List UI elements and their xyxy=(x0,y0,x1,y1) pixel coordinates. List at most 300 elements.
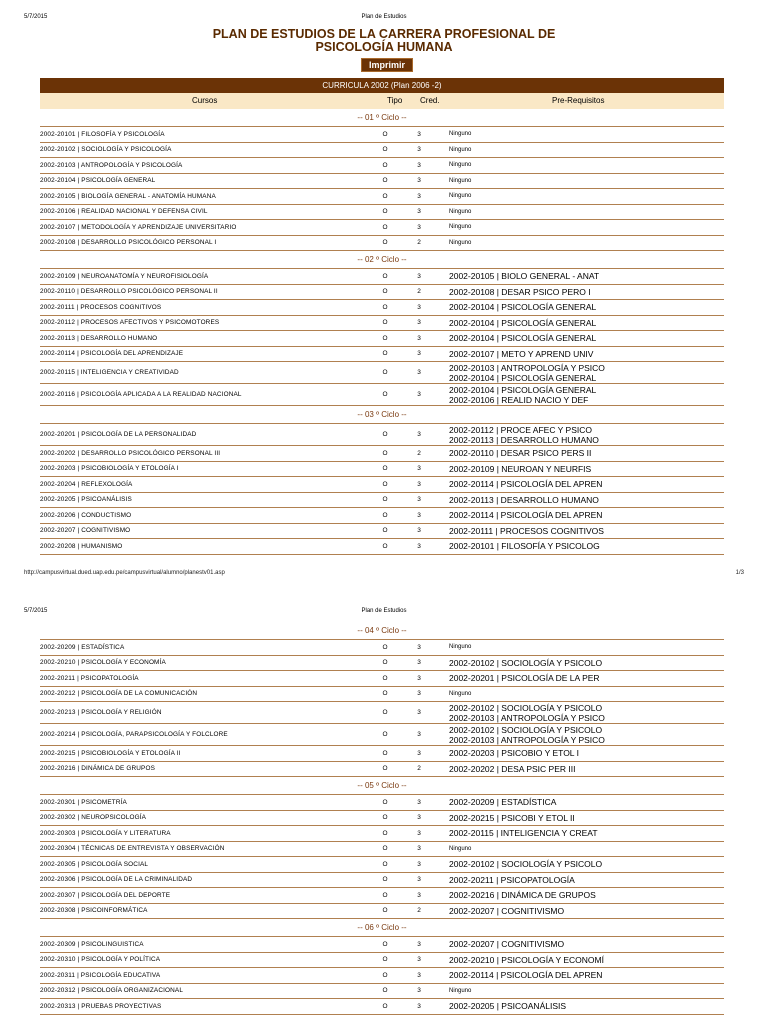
credits-cell: 2 xyxy=(417,907,421,915)
tipo-cell: O xyxy=(382,449,388,457)
prereq-item: 2002-20216 | DINÁMICA DE GRUPOS xyxy=(449,890,596,901)
footer-url: http://campusvirtual.dued.uap.edu.pe/campusvirtual/alumno/planestv01.asp xyxy=(24,570,225,576)
prereq-item: 2002-20209 | ESTADÍSTICA xyxy=(449,797,557,808)
table-row xyxy=(40,953,724,969)
course-cell: 2002-20109 | NEUROANATOMÍA Y NEUROFISIOLOGÍA xyxy=(40,272,209,280)
credits-cell: 3 xyxy=(417,303,421,311)
tipo-cell: O xyxy=(382,239,388,247)
prereq-item: 2002-20202 | DESA PSIC PER III xyxy=(449,763,576,774)
tipo-cell: O xyxy=(382,1002,388,1010)
table-row xyxy=(40,331,724,347)
tipo-cell: O xyxy=(382,303,388,311)
tipo-cell: O xyxy=(382,643,388,651)
tipo-cell: O xyxy=(382,956,388,964)
course-cell: 2002-20205 | PSICOANÁLISIS xyxy=(40,496,132,504)
table-row xyxy=(40,269,724,285)
prereq-item: 2002-20102 | SOCIOLOGÍA Y PSICOLO xyxy=(449,657,603,668)
prereq-cell xyxy=(449,842,724,857)
prereq-item: Ninguno xyxy=(449,131,472,138)
prereq-cell xyxy=(449,205,724,220)
ciclo-header: -- 03 º Ciclo -- xyxy=(40,406,724,424)
tipo-cell: O xyxy=(382,749,388,757)
tipo-cell: O xyxy=(382,480,388,488)
credits-cell: 3 xyxy=(417,208,421,216)
prereq-item: 2002-20107 | METO Y APREND UNIV xyxy=(449,348,594,359)
credits-cell: 3 xyxy=(417,814,421,822)
page-title-line2: PSICOLOGÍA HUMANA xyxy=(315,40,453,54)
prereq-item: Ninguno xyxy=(449,208,472,215)
print-date-page2: 5/7/2015 xyxy=(24,608,48,614)
col-header-cred: Cred. xyxy=(420,96,440,105)
tipo-cell: O xyxy=(382,223,388,231)
tipo-cell: O xyxy=(382,431,388,438)
course-cell: 2002-20304 | TÉCNICAS DE ENTREVISTA Y OBSERVACIÓN xyxy=(40,845,225,853)
course-cell: 2002-20311 | PSICOLOGÍA EDUCATIVA xyxy=(40,971,161,979)
col-header-tipo: Tipo xyxy=(387,96,403,105)
prereq-item: 2002-20114 | PSICOLOGÍA DEL APREN xyxy=(449,510,603,521)
credits-cell: 3 xyxy=(417,192,421,200)
prereq-cell xyxy=(449,524,724,539)
table-row xyxy=(40,362,724,384)
prereq-item: 2002-20113 | DESARROLLO HUMANO xyxy=(449,434,599,445)
prereq-cell xyxy=(449,656,724,671)
course-cell: 2002-20113 | DESARROLLO HUMANO xyxy=(40,334,158,342)
tipo-cell: O xyxy=(382,130,388,138)
credits-cell: 3 xyxy=(417,876,421,884)
prereq-cell xyxy=(449,384,724,405)
prereq-cell xyxy=(449,888,724,903)
table-row xyxy=(40,762,724,778)
course-cell: 2002-20214 | PSICOLOGÍA, PARAPSICOLOGÍA Y FOLCLORE xyxy=(40,731,228,738)
credits-cell: 3 xyxy=(417,146,421,154)
tipo-cell: O xyxy=(382,845,388,853)
tipo-cell: O xyxy=(382,659,388,667)
course-cell: 2002-20115 | INTELIGENCIA Y CREATIVIDAD xyxy=(40,369,179,376)
table-row xyxy=(40,539,724,555)
table-row xyxy=(40,446,724,462)
table-row xyxy=(40,493,724,509)
prereq-cell xyxy=(449,462,724,477)
prereq-item: Ninguno xyxy=(449,690,472,697)
table-row xyxy=(40,671,724,687)
prereq-item: Ninguno xyxy=(449,987,472,994)
tipo-cell: O xyxy=(382,288,388,296)
table-row xyxy=(40,811,724,827)
course-cell: 2002-20116 | PSICOLOGÍA APLICADA A LA REALIDAD NACIONAL xyxy=(40,391,242,398)
table-row xyxy=(40,189,724,205)
tipo-cell: O xyxy=(382,876,388,884)
course-cell: 2002-20210 | PSICOLOGÍA Y ECONOMÍA xyxy=(40,659,166,667)
tipo-cell: O xyxy=(382,161,388,169)
credits-cell: 2 xyxy=(417,288,421,296)
course-cell: 2002-20103 | ANTROPOLOGÍA Y PSICOLOGÍA xyxy=(40,161,183,169)
course-cell: 2002-20313 | PRUEBAS PROYECTIVAS xyxy=(40,1002,162,1010)
table-row xyxy=(40,656,724,672)
credits-cell: 3 xyxy=(417,319,421,327)
prereq-item: Ninguno xyxy=(449,644,472,651)
ciclo-header: -- 01 º Ciclo -- xyxy=(40,109,724,127)
tipo-cell: O xyxy=(382,907,388,915)
credits-cell: 3 xyxy=(417,860,421,868)
prereq-cell xyxy=(449,702,724,723)
prereq-item: Ninguno xyxy=(449,177,472,184)
course-cell: 2002-20101 | FILOSOFÍA Y PSICOLOGÍA xyxy=(40,130,165,138)
table-row xyxy=(40,384,724,406)
credits-cell: 3 xyxy=(417,465,421,473)
table-row xyxy=(40,724,724,746)
course-cell: 2002-20215 | PSICOBIOLOGÍA Y ETOLOGÍA II xyxy=(40,749,181,757)
credits-cell: 2 xyxy=(417,765,421,773)
credits-cell: 3 xyxy=(417,798,421,806)
prereq-cell xyxy=(449,347,724,362)
prereq-item: 2002-20104 | PSICOLOGÍA GENERAL xyxy=(449,333,597,344)
credits-cell: 3 xyxy=(417,496,421,504)
course-cell: 2002-20114 | PSICOLOGÍA DEL APRENDIZAJE xyxy=(40,350,184,358)
print-title-page2: Plan de Estudios xyxy=(361,608,407,614)
tipo-cell: O xyxy=(382,465,388,473)
table-row xyxy=(40,285,724,301)
prereq-item: Ninguno xyxy=(449,239,472,246)
tipo-cell: O xyxy=(382,369,388,376)
course-cell: 2002-20310 | PSICOLOGÍA Y POLÍTICA xyxy=(40,956,161,964)
prereq-item: 2002-20103 | ANTROPOLOGÍA Y PSICO xyxy=(449,734,605,745)
table-row xyxy=(40,937,724,953)
table-row xyxy=(40,842,724,858)
prereq-cell xyxy=(449,508,724,523)
tipo-cell: O xyxy=(382,891,388,899)
credits-cell: 3 xyxy=(417,161,421,169)
prereq-cell xyxy=(449,953,724,968)
prereq-cell xyxy=(449,477,724,492)
table-row xyxy=(40,904,724,920)
credits-cell: 3 xyxy=(417,391,421,398)
course-cell: 2002-20203 | PSICOBIOLOGÍA Y ETOLOGÍA I xyxy=(40,465,179,473)
course-cell: 2002-20104 | PSICOLOGÍA GENERAL xyxy=(40,177,156,185)
credits-cell: 3 xyxy=(417,177,421,185)
tipo-cell: O xyxy=(382,940,388,948)
prereq-cell xyxy=(449,127,724,142)
credits-cell: 2 xyxy=(417,239,421,247)
prereq-cell xyxy=(449,671,724,686)
tipo-cell: O xyxy=(382,334,388,342)
table-row xyxy=(40,462,724,478)
credits-cell: 3 xyxy=(417,527,421,535)
prereq-item: 2002-20215 | PSICOBI Y ETOL II xyxy=(449,812,575,823)
table-row xyxy=(40,220,724,236)
credits-cell: 3 xyxy=(417,940,421,948)
page-title-line1: PLAN DE ESTUDIOS DE LA CARRERA PROFESIONAL DE xyxy=(212,27,556,41)
tipo-cell: O xyxy=(382,511,388,519)
table-row xyxy=(40,795,724,811)
col-header-cursos: Cursos xyxy=(192,96,218,105)
course-cell: 2002-20208 | HUMANISMO xyxy=(40,542,123,550)
tipo-cell: O xyxy=(382,860,388,868)
tipo-cell: O xyxy=(382,272,388,280)
course-cell: 2002-20306 | PSICOLOGÍA DE LA CRIMINALIDAD xyxy=(40,876,193,884)
tipo-cell: O xyxy=(382,146,388,154)
credits-cell: 3 xyxy=(417,709,421,716)
page2-header xyxy=(24,608,744,620)
table-row xyxy=(40,888,724,904)
credits-cell: 3 xyxy=(417,659,421,667)
table-row xyxy=(40,300,724,316)
credits-cell: 3 xyxy=(417,971,421,979)
credits-cell: 3 xyxy=(417,130,421,138)
page-footer xyxy=(24,570,744,580)
prereq-item: Ninguno xyxy=(449,193,472,200)
course-cell: 2002-20204 | REFLEXOLOGÍA xyxy=(40,480,133,488)
column-headers xyxy=(40,93,724,109)
credits-cell: 3 xyxy=(417,272,421,280)
tipo-cell: O xyxy=(382,542,388,550)
col-header-prereq: Pre-Requisitos xyxy=(552,96,605,105)
tipo-cell: O xyxy=(382,674,388,682)
tipo-cell: O xyxy=(382,987,388,995)
prereq-item: 2002-20103 | ANTROPOLOGÍA Y PSICO xyxy=(449,362,605,373)
course-cell: 2002-20106 | REALIDAD NACIONAL Y DEFENSA CIVIL xyxy=(40,208,208,216)
table-row xyxy=(40,236,724,252)
course-cell: 2002-20305 | PSICOLOGÍA SOCIAL xyxy=(40,860,149,868)
prereq-cell xyxy=(449,724,724,745)
prereq-item: 2002-20106 | REALID NACIO Y DEF xyxy=(449,394,589,405)
prereq-item: 2002-20112 | PROCE AFEC Y PSICO xyxy=(449,424,593,435)
prereq-cell xyxy=(449,857,724,872)
course-cell: 2002-20105 | BIOLOGÍA GENERAL - ANATOMÍA HUMANA xyxy=(40,192,216,200)
prereq-item: 2002-20115 | INTELIGENCIA Y CREAT xyxy=(449,828,598,839)
table-row xyxy=(40,687,724,703)
prereq-item: 2002-20101 | FILOSOFÍA Y PSICOLOG xyxy=(449,541,600,552)
course-cell: 2002-20307 | PSICOLOGÍA DEL DEPORTE xyxy=(40,891,171,899)
prereq-item: 2002-20108 | DESAR PSICO PERO I xyxy=(449,286,591,297)
tipo-cell: O xyxy=(382,527,388,535)
course-cell: 2002-20108 | DESARROLLO PSICOLÓGICO PERSONAL I xyxy=(40,239,217,247)
tipo-cell: O xyxy=(382,798,388,806)
print-button[interactable]: Imprimir xyxy=(361,58,413,72)
prereq-cell xyxy=(449,236,724,251)
page-header xyxy=(24,14,744,26)
prereq-cell xyxy=(449,285,724,300)
prereq-cell xyxy=(449,937,724,952)
table-row xyxy=(40,347,724,363)
table-row xyxy=(40,524,724,540)
table-row xyxy=(40,158,724,174)
prereq-cell xyxy=(449,493,724,508)
table-row xyxy=(40,968,724,984)
tipo-cell: O xyxy=(382,829,388,837)
credits-cell: 3 xyxy=(417,350,421,358)
prereq-cell xyxy=(449,746,724,761)
tipo-cell: O xyxy=(382,177,388,185)
prereq-item: 2002-20102 | SOCIOLOGÍA Y PSICOLO xyxy=(449,859,603,870)
course-cell: 2002-20201 | PSICOLOGÍA DE LA PERSONALIDAD xyxy=(40,431,197,438)
prereq-item: 2002-20210 | PSICOLOGÍA Y ECONOMÍ xyxy=(449,954,604,965)
course-cell: 2002-20308 | PSICOINFORMÁTICA xyxy=(40,907,148,915)
prereq-item: 2002-20110 | DESAR PSICO PERS II xyxy=(449,448,592,459)
credits-cell: 3 xyxy=(417,749,421,757)
prereq-item: 2002-20103 | ANTROPOLOGÍA Y PSICO xyxy=(449,712,605,723)
tipo-cell: O xyxy=(382,814,388,822)
prereq-item: 2002-20102 | SOCIOLOGÍA Y PSICOLO xyxy=(449,702,603,713)
table-row xyxy=(40,508,724,524)
credits-cell: 3 xyxy=(417,511,421,519)
prereq-item: 2002-20109 | NEUROAN Y NEURFIS xyxy=(449,463,592,474)
ciclo-header: -- 02 º Ciclo -- xyxy=(40,251,724,269)
prereq-cell xyxy=(449,316,724,331)
print-title: Plan de Estudios xyxy=(361,14,407,20)
tipo-cell: O xyxy=(382,319,388,327)
prereq-cell xyxy=(449,984,724,999)
table-row xyxy=(40,143,724,159)
prereq-cell xyxy=(449,220,724,235)
course-cell: 2002-20302 | NEUROPSICOLOGÍA xyxy=(40,814,147,822)
table-row xyxy=(40,424,724,446)
prereq-cell xyxy=(449,331,724,346)
page-title xyxy=(0,28,768,54)
credits-cell: 3 xyxy=(417,542,421,550)
table-row xyxy=(40,316,724,332)
ciclo-header: -- 06 º Ciclo -- xyxy=(40,919,724,937)
course-cell: 2002-20301 | PSICOMETRÍA xyxy=(40,798,127,806)
prereq-item: 2002-20104 | PSICOLOGÍA GENERAL xyxy=(449,384,597,395)
course-cell: 2002-20110 | DESARROLLO PSICOLÓGICO PERSONAL II xyxy=(40,288,218,296)
prereq-item: 2002-20102 | SOCIOLOGÍA Y PSICOLO xyxy=(449,724,603,735)
table-row xyxy=(40,999,724,1015)
prereq-cell xyxy=(449,873,724,888)
prereq-item: 2002-20104 | PSICOLOGÍA GENERAL xyxy=(449,317,597,328)
course-cell: 2002-20202 | DESARROLLO PSICOLÓGICO PERSONAL III xyxy=(40,449,221,457)
ciclo-header: -- 04 º Ciclo -- xyxy=(40,622,724,640)
prereq-cell xyxy=(449,269,724,284)
credits-cell: 3 xyxy=(417,845,421,853)
credits-cell: 3 xyxy=(417,431,421,438)
tipo-cell: O xyxy=(382,690,388,698)
table-row xyxy=(40,826,724,842)
prereq-cell xyxy=(449,189,724,204)
prereq-cell xyxy=(449,795,724,810)
prereq-cell xyxy=(449,968,724,983)
table-row xyxy=(40,174,724,190)
prereq-item: 2002-20207 | COGNITIVISMO xyxy=(449,905,565,916)
course-cell: 2002-20303 | PSICOLOGÍA Y LITERATURA xyxy=(40,829,171,837)
prereq-item: Ninguno xyxy=(449,162,472,169)
prereq-cell xyxy=(449,811,724,826)
prereq-item: 2002-20105 | BIOLO GENERAL - ANAT xyxy=(449,271,600,282)
tipo-cell: O xyxy=(382,391,388,398)
prereq-item: 2002-20104 | PSICOLOGÍA GENERAL xyxy=(449,372,597,383)
prereq-item: 2002-20113 | DESARROLLO HUMANO xyxy=(449,494,599,505)
table-row xyxy=(40,984,724,1000)
course-cell: 2002-20111 | PROCESOS COGNITIVOS xyxy=(40,303,162,311)
print-date: 5/7/2015 xyxy=(24,14,48,20)
tipo-cell: O xyxy=(382,971,388,979)
prereq-item: Ninguno xyxy=(449,146,472,153)
table-row xyxy=(40,702,724,724)
prereq-cell xyxy=(449,174,724,189)
tipo-cell: O xyxy=(382,192,388,200)
prereq-cell xyxy=(449,687,724,702)
prereq-item: 2002-20201 | PSICOLOGÍA DE LA PER xyxy=(449,673,600,684)
curricula-header: CURRICULA 2002 (Plan 2006 -2) xyxy=(40,78,724,93)
prereq-item: 2002-20114 | PSICOLOGÍA DEL APREN xyxy=(449,970,603,981)
course-cell: 2002-20212 | PSICOLOGÍA DE LA COMUNICACIÓN xyxy=(40,690,198,698)
prereq-cell xyxy=(449,446,724,461)
prereq-cell xyxy=(449,158,724,173)
prereq-cell xyxy=(449,762,724,777)
prereq-item: 2002-20207 | COGNITIVISMO xyxy=(449,939,565,950)
course-cell: 2002-20312 | PSICOLOGÍA ORGANIZACIONAL xyxy=(40,987,184,995)
prereq-cell xyxy=(449,904,724,919)
prereq-item: 2002-20203 | PSICOBIO Y ETOL I xyxy=(449,748,579,759)
credits-cell: 3 xyxy=(417,731,421,738)
course-cell: 2002-20107 | METODOLOGÍA Y APRENDIZAJE UNIVERSITARIO xyxy=(40,223,237,231)
prereq-item: 2002-20205 | PSICOANÁLISIS xyxy=(449,1001,567,1012)
table-row xyxy=(40,477,724,493)
prereq-cell xyxy=(449,300,724,315)
prereq-cell xyxy=(449,640,724,655)
course-cell: 2002-20102 | SOCIOLOGÍA Y PSICOLOGÍA xyxy=(40,146,172,154)
prereq-cell xyxy=(449,424,724,445)
credits-cell: 3 xyxy=(417,891,421,899)
prereq-cell xyxy=(449,362,724,383)
table-row xyxy=(40,127,724,143)
prereq-item: Ninguno xyxy=(449,224,472,231)
footer-page-number: 1/3 xyxy=(735,570,744,576)
course-cell: 2002-20211 | PSICOPATOLOGÍA xyxy=(40,674,139,682)
prereq-cell xyxy=(449,999,724,1014)
table-row xyxy=(40,640,724,656)
prereq-item: Ninguno xyxy=(449,845,472,852)
credits-cell: 3 xyxy=(417,480,421,488)
credits-cell: 3 xyxy=(417,1002,421,1010)
course-cell: 2002-20207 | COGNITIVISMO xyxy=(40,527,131,535)
credits-cell: 2 xyxy=(417,449,421,457)
tipo-cell: O xyxy=(382,350,388,358)
table-row xyxy=(40,873,724,889)
course-cell: 2002-20112 | PROCESOS AFECTIVOS Y PSICOMOTORES xyxy=(40,319,220,327)
credits-cell: 3 xyxy=(417,956,421,964)
prereq-item: 2002-20104 | PSICOLOGÍA GENERAL xyxy=(449,302,597,313)
prereq-item: 2002-20211 | PSICOPATOLOGÍA xyxy=(449,874,575,885)
credits-cell: 3 xyxy=(417,223,421,231)
prereq-item: 2002-20111 | PROCESOS COGNITIVOS xyxy=(449,525,604,536)
credits-cell: 3 xyxy=(417,987,421,995)
credits-cell: 3 xyxy=(417,674,421,682)
credits-cell: 3 xyxy=(417,643,421,651)
table-row xyxy=(40,746,724,762)
tipo-cell: O xyxy=(382,208,388,216)
course-cell: 2002-20216 | DINÁMICA DE GRUPOS xyxy=(40,765,155,773)
tipo-cell: O xyxy=(382,765,388,773)
credits-cell: 3 xyxy=(417,690,421,698)
prereq-item: 2002-20114 | PSICOLOGÍA DEL APREN xyxy=(449,479,603,490)
course-cell: 2002-20206 | CONDUCTISMO xyxy=(40,511,132,519)
tipo-cell: O xyxy=(382,496,388,504)
course-cell: 2002-20213 | PSICOLOGÍA Y RELIGIÓN xyxy=(40,709,162,716)
tipo-cell: O xyxy=(382,709,388,716)
prereq-cell xyxy=(449,826,724,841)
ciclo-header: -- 05 º Ciclo -- xyxy=(40,777,724,795)
credits-cell: 3 xyxy=(417,829,421,837)
course-cell: 2002-20209 | ESTADÍSTICA xyxy=(40,643,125,651)
tipo-cell: O xyxy=(382,731,388,738)
prereq-cell xyxy=(449,539,724,554)
table-row xyxy=(40,205,724,221)
prereq-cell xyxy=(449,143,724,158)
credits-cell: 3 xyxy=(417,369,421,376)
table-row xyxy=(40,857,724,873)
credits-cell: 3 xyxy=(417,334,421,342)
course-cell: 2002-20309 | PSICOLINGUISTICA xyxy=(40,940,144,948)
